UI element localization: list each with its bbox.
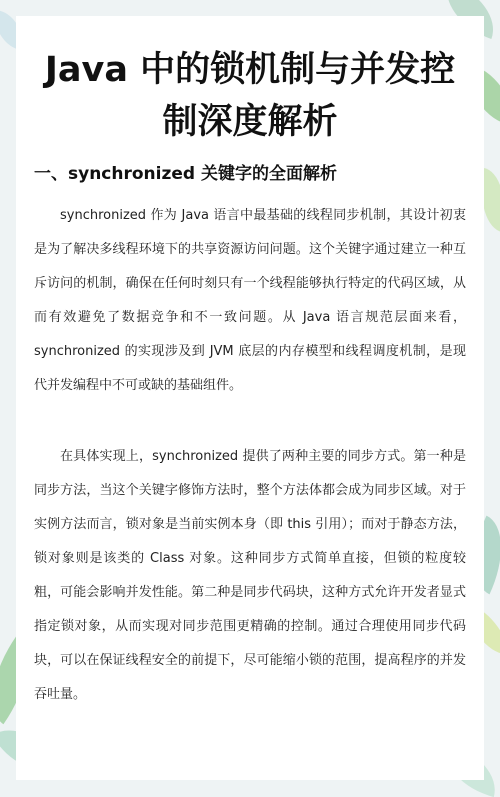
document-title: Java 中的锁机制与并发控制深度解析 [44,50,456,142]
document-page [16,16,484,780]
paragraph-1: synchronized 作为 Java 语言中最基础的线程同步机制，其设计初衷是为了解决多线程环境下的共享资源访问问题。这个关键字通过建立一种互斥访问的机制，确保在任何时刻只有一个线程能够执行特定的代码区域，从而有效避免了数据竞争和不一致问题。从 Java 语言规范层面来看，synchronized 的实现涉及到 JVM 底层的内存模型和线程调度机制，是现代并发编程中不可或缺的基础组件。 [34,208,466,393]
section-heading: 一、synchronized 关键字的全面解析 [34,164,337,184]
paragraph-2: 在具体实现上，synchronized 提供了两种主要的同步方式。第一种是同步方法，当这个关键字修饰方法时，整个方法体都会成为同步区域。对于实例方法而言，锁对象是当前实例本身（即 this 引用）；而对于静态方法，锁对象则是该类的 Class 对象。这种同步方式简单直接，但锁的粒度较粗，可能会影响并发性能。第二种是同步代码块，这种方式允许开发者显式指定锁对象，从而实现对同步范围更精确的控制。通过合理使用同步代码块，可以在保证线程安全的前提下，尽可能缩小锁的范围，提高程序的并发吞吐量。 [34,449,466,702]
